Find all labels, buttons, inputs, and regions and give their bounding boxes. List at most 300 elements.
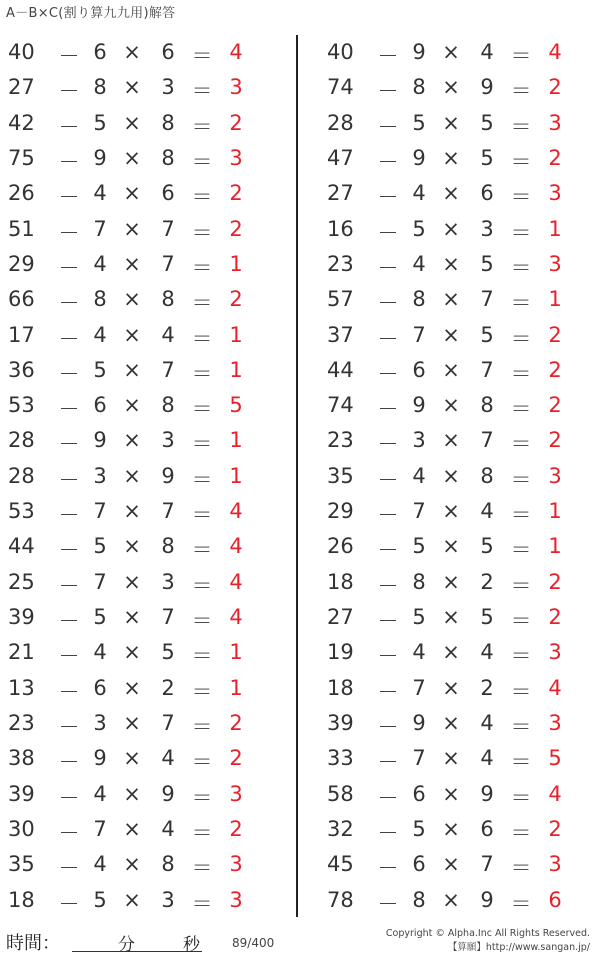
minus-sign: － <box>58 432 80 457</box>
operand-c: 8 <box>480 393 494 418</box>
operand-a: 19 <box>327 640 354 665</box>
equals-sign: ＝ <box>510 361 532 386</box>
operand-b: 4 <box>93 640 107 665</box>
minus-sign: － <box>377 573 399 598</box>
operand-a: 78 <box>327 887 354 912</box>
equals-sign: ＝ <box>510 220 532 245</box>
answer-value: 2 <box>548 569 562 594</box>
problem-row <box>8 141 293 176</box>
times-sign: × <box>123 816 141 841</box>
operand-a: 47 <box>327 145 354 170</box>
minus-sign: － <box>58 785 80 810</box>
times-sign: × <box>123 357 141 382</box>
problem-row <box>327 600 600 635</box>
equals-sign: ＝ <box>510 538 532 563</box>
times-sign: × <box>442 746 460 771</box>
operand-c: 7 <box>161 251 175 276</box>
minus-sign: － <box>58 891 80 916</box>
operand-c: 7 <box>480 852 494 877</box>
operand-a: 27 <box>8 75 35 100</box>
minus-sign: － <box>377 79 399 104</box>
problem-row <box>8 635 293 670</box>
problem-row <box>8 106 293 141</box>
column-divider <box>296 35 298 917</box>
times-sign: × <box>123 110 141 135</box>
problem-row <box>8 388 293 423</box>
answer-value: 1 <box>229 428 243 453</box>
problem-row <box>8 353 293 388</box>
minus-sign: － <box>58 255 80 280</box>
operand-c: 5 <box>480 605 494 629</box>
problem-row <box>8 459 293 494</box>
operand-b: 5 <box>93 605 107 629</box>
minus-sign: － <box>377 714 399 739</box>
operand-c: 6 <box>480 181 494 206</box>
operand-a: 30 <box>8 816 35 841</box>
equals-sign: ＝ <box>191 820 213 845</box>
minus-sign: － <box>58 220 80 245</box>
times-sign: × <box>123 40 141 64</box>
operand-c: 9 <box>480 781 494 806</box>
answer-value: 2 <box>229 710 243 735</box>
operand-b: 5 <box>93 357 107 382</box>
answer-value: 3 <box>548 251 562 276</box>
operand-c: 8 <box>161 287 175 312</box>
operand-c: 2 <box>161 675 175 700</box>
problem-row <box>327 565 600 600</box>
answer-value: 3 <box>548 852 562 877</box>
equals-sign: ＝ <box>191 891 213 916</box>
operand-a: 28 <box>8 428 35 453</box>
problem-row <box>8 777 293 812</box>
operand-a: 18 <box>327 675 354 700</box>
minus-sign: － <box>58 679 80 704</box>
answer-value: 1 <box>548 287 562 312</box>
operand-c: 8 <box>161 145 175 170</box>
answer-value: 5 <box>229 393 243 418</box>
times-sign: × <box>442 640 460 665</box>
problem-row <box>8 741 293 776</box>
times-sign: × <box>442 852 460 877</box>
operand-c: 3 <box>161 428 175 453</box>
operand-b: 3 <box>412 428 426 453</box>
operand-a: 57 <box>327 287 354 312</box>
equals-sign: ＝ <box>191 361 213 386</box>
operand-b: 7 <box>93 216 107 241</box>
times-sign: × <box>123 499 141 524</box>
times-sign: × <box>442 40 460 64</box>
operand-a: 35 <box>8 852 35 877</box>
equals-sign: ＝ <box>191 185 213 210</box>
answer-value: 4 <box>229 605 243 629</box>
minus-sign: － <box>377 361 399 386</box>
operand-b: 3 <box>93 710 107 735</box>
operand-a: 58 <box>327 781 354 806</box>
minus-sign: － <box>377 820 399 845</box>
problem-row <box>327 141 600 176</box>
equals-sign: ＝ <box>510 326 532 351</box>
operand-c: 8 <box>161 534 175 559</box>
times-sign: × <box>123 605 141 629</box>
problem-row <box>327 741 600 776</box>
minus-sign: － <box>58 573 80 598</box>
operand-c: 4 <box>161 816 175 841</box>
minus-sign: － <box>377 114 399 139</box>
operand-b: 6 <box>93 675 107 700</box>
problem-row <box>8 318 293 353</box>
operand-b: 8 <box>93 287 107 312</box>
problem-row <box>8 600 293 635</box>
times-sign: × <box>123 675 141 700</box>
answer-value: 3 <box>229 887 243 912</box>
right-problem-column <box>327 35 600 918</box>
answer-value: 5 <box>548 746 562 771</box>
operand-a: 29 <box>327 499 354 524</box>
times-sign: × <box>442 816 460 841</box>
minus-sign: － <box>58 714 80 739</box>
equals-sign: ＝ <box>191 750 213 775</box>
problem-row <box>327 706 600 741</box>
equals-sign: ＝ <box>191 609 213 633</box>
times-sign: × <box>123 428 141 453</box>
answer-value: 2 <box>548 605 562 629</box>
operand-c: 9 <box>480 887 494 912</box>
operand-a: 44 <box>327 357 354 382</box>
answer-value: 2 <box>229 110 243 135</box>
operand-c: 4 <box>480 710 494 735</box>
problem-row <box>8 565 293 600</box>
answer-value: 1 <box>229 357 243 382</box>
operand-b: 9 <box>412 40 426 64</box>
times-sign: × <box>123 322 141 347</box>
times-sign: × <box>123 781 141 806</box>
operand-c: 3 <box>161 569 175 594</box>
answer-value: 2 <box>229 216 243 241</box>
operand-a: 53 <box>8 393 35 418</box>
answer-value: 4 <box>548 675 562 700</box>
minus-sign: － <box>58 750 80 775</box>
operand-b: 9 <box>412 393 426 418</box>
times-sign: × <box>442 322 460 347</box>
times-sign: × <box>442 357 460 382</box>
seconds-unit: 秒 <box>183 935 200 955</box>
operand-c: 5 <box>480 322 494 347</box>
times-sign: × <box>123 145 141 170</box>
operand-b: 9 <box>93 145 107 170</box>
times-sign: × <box>123 534 141 559</box>
operand-a: 23 <box>8 710 35 735</box>
minus-sign: － <box>377 891 399 916</box>
times-sign: × <box>123 640 141 665</box>
operand-c: 8 <box>161 110 175 135</box>
operand-c: 2 <box>480 569 494 594</box>
answer-value: 1 <box>229 640 243 665</box>
answer-value: 1 <box>229 675 243 700</box>
problem-row <box>8 176 293 211</box>
operand-c: 6 <box>161 40 175 64</box>
operand-a: 38 <box>8 746 35 771</box>
minus-sign: － <box>377 220 399 245</box>
operand-a: 45 <box>327 852 354 877</box>
operand-a: 28 <box>327 110 354 135</box>
operand-b: 9 <box>93 428 107 453</box>
operand-b: 4 <box>412 640 426 665</box>
problem-row <box>327 318 600 353</box>
operand-c: 4 <box>480 640 494 665</box>
operand-c: 7 <box>161 216 175 241</box>
equals-sign: ＝ <box>191 44 213 68</box>
operand-a: 26 <box>327 534 354 559</box>
operand-c: 4 <box>161 746 175 771</box>
answer-value: 3 <box>229 852 243 877</box>
equals-sign: ＝ <box>191 432 213 457</box>
equals-sign: ＝ <box>510 432 532 457</box>
operand-a: 53 <box>8 499 35 524</box>
operand-b: 4 <box>93 322 107 347</box>
answer-value: 3 <box>548 710 562 735</box>
minus-sign: － <box>58 185 80 210</box>
minus-sign: － <box>58 820 80 845</box>
minus-sign: － <box>377 397 399 422</box>
problem-row <box>327 529 600 564</box>
minus-sign: － <box>58 44 80 68</box>
times-sign: × <box>442 605 460 629</box>
equals-sign: ＝ <box>191 573 213 598</box>
operand-a: 13 <box>8 675 35 700</box>
minus-sign: － <box>58 538 80 563</box>
operand-c: 3 <box>161 887 175 912</box>
times-sign: × <box>123 181 141 206</box>
answer-value: 2 <box>229 746 243 771</box>
times-sign: × <box>442 216 460 241</box>
operand-a: 27 <box>327 181 354 206</box>
answer-value: 4 <box>229 534 243 559</box>
equals-sign: ＝ <box>191 714 213 739</box>
equals-sign: ＝ <box>510 856 532 881</box>
operand-b: 5 <box>412 216 426 241</box>
operand-b: 7 <box>93 569 107 594</box>
operand-b: 9 <box>412 710 426 735</box>
times-sign: × <box>442 781 460 806</box>
minus-sign: － <box>377 432 399 457</box>
equals-sign: ＝ <box>191 291 213 316</box>
minus-sign: － <box>377 44 399 68</box>
problem-row <box>8 883 293 918</box>
operand-c: 6 <box>161 181 175 206</box>
answer-value: 2 <box>548 428 562 453</box>
answer-value: 3 <box>229 145 243 170</box>
operand-a: 26 <box>8 181 35 206</box>
operand-b: 6 <box>412 781 426 806</box>
minus-sign: － <box>377 679 399 704</box>
minus-sign: － <box>377 149 399 174</box>
answer-value: 1 <box>229 322 243 347</box>
times-sign: × <box>442 887 460 912</box>
operand-c: 4 <box>480 40 494 64</box>
times-sign: × <box>442 675 460 700</box>
times-sign: × <box>442 428 460 453</box>
minus-sign: － <box>58 361 80 386</box>
operand-b: 5 <box>412 816 426 841</box>
page-number: 89/400 <box>232 936 275 950</box>
operand-c: 7 <box>161 499 175 524</box>
equals-sign: ＝ <box>510 291 532 316</box>
problem-row <box>327 176 600 211</box>
minus-sign: － <box>58 644 80 669</box>
operand-b: 4 <box>93 181 107 206</box>
times-sign: × <box>123 887 141 912</box>
minus-sign: － <box>377 750 399 775</box>
operand-a: 21 <box>8 640 35 665</box>
minus-sign: － <box>58 397 80 422</box>
operand-b: 3 <box>93 463 107 488</box>
equals-sign: ＝ <box>191 149 213 174</box>
equals-sign: ＝ <box>510 644 532 669</box>
problem-row <box>8 494 293 529</box>
answer-value: 3 <box>548 110 562 135</box>
site-link: 【算願】http://www.sangan.jp/ <box>447 942 590 953</box>
problem-row <box>8 70 293 105</box>
problem-row <box>327 635 600 670</box>
times-sign: × <box>442 463 460 488</box>
equals-sign: ＝ <box>510 891 532 916</box>
operand-b: 4 <box>412 181 426 206</box>
equals-sign: ＝ <box>191 785 213 810</box>
operand-a: 44 <box>8 534 35 559</box>
equals-sign: ＝ <box>510 467 532 492</box>
equals-sign: ＝ <box>191 503 213 528</box>
equals-sign: ＝ <box>510 397 532 422</box>
problem-row <box>8 812 293 847</box>
minus-sign: － <box>58 291 80 316</box>
times-sign: × <box>442 251 460 276</box>
operand-c: 5 <box>161 640 175 665</box>
operand-b: 9 <box>93 746 107 771</box>
time-label: 時間： <box>6 933 60 954</box>
answer-value: 3 <box>229 781 243 806</box>
problem-row <box>327 70 600 105</box>
answer-value: 6 <box>548 887 562 912</box>
operand-c: 3 <box>480 216 494 241</box>
minus-sign: － <box>58 149 80 174</box>
operand-c: 7 <box>161 357 175 382</box>
minus-sign: － <box>377 644 399 669</box>
equals-sign: ＝ <box>191 679 213 704</box>
answer-value: 2 <box>229 287 243 312</box>
answer-value: 2 <box>229 816 243 841</box>
times-sign: × <box>123 287 141 312</box>
operand-b: 5 <box>93 110 107 135</box>
times-sign: × <box>442 75 460 100</box>
minus-sign: － <box>377 609 399 633</box>
problem-row <box>8 706 293 741</box>
operand-a: 18 <box>327 569 354 594</box>
answer-value: 4 <box>229 499 243 524</box>
equals-sign: ＝ <box>191 79 213 104</box>
problem-row <box>327 282 600 317</box>
operand-b: 4 <box>93 852 107 877</box>
operand-c: 9 <box>161 781 175 806</box>
operand-a: 75 <box>8 145 35 170</box>
equals-sign: ＝ <box>191 255 213 280</box>
operand-b: 7 <box>93 816 107 841</box>
operand-b: 8 <box>412 287 426 312</box>
minus-sign: － <box>377 467 399 492</box>
operand-b: 7 <box>412 499 426 524</box>
operand-a: 29 <box>8 251 35 276</box>
operand-a: 23 <box>327 428 354 453</box>
operand-b: 5 <box>412 605 426 629</box>
operand-b: 6 <box>412 357 426 382</box>
problem-row <box>327 212 600 247</box>
operand-b: 8 <box>412 75 426 100</box>
operand-c: 8 <box>161 393 175 418</box>
operand-b: 5 <box>412 534 426 559</box>
operand-c: 7 <box>480 287 494 312</box>
copyright-text: Copyright © Alpha.Inc All Rights Reserved. <box>385 928 590 939</box>
problem-row <box>8 529 293 564</box>
minutes-unit: 分 <box>118 935 135 955</box>
minus-sign: － <box>58 326 80 351</box>
problem-row <box>8 247 293 282</box>
problem-row <box>327 459 600 494</box>
answer-value: 1 <box>229 251 243 276</box>
operand-c: 5 <box>480 251 494 276</box>
times-sign: × <box>442 145 460 170</box>
operand-b: 5 <box>412 110 426 135</box>
operand-b: 6 <box>412 852 426 877</box>
equals-sign: ＝ <box>510 820 532 845</box>
operand-b: 9 <box>412 145 426 170</box>
operand-b: 7 <box>412 322 426 347</box>
minus-sign: － <box>377 503 399 528</box>
minus-sign: － <box>58 79 80 104</box>
problem-row <box>327 35 600 70</box>
problem-row <box>327 353 600 388</box>
times-sign: × <box>123 75 141 100</box>
problem-row <box>8 212 293 247</box>
answer-value: 3 <box>548 463 562 488</box>
equals-sign: ＝ <box>191 538 213 563</box>
equals-sign: ＝ <box>510 114 532 139</box>
answer-value: 2 <box>229 181 243 206</box>
problem-row <box>327 247 600 282</box>
problem-row <box>327 388 600 423</box>
operand-b: 8 <box>93 75 107 100</box>
operand-c: 6 <box>480 816 494 841</box>
minus-sign: － <box>377 538 399 563</box>
times-sign: × <box>123 216 141 241</box>
problem-row <box>8 282 293 317</box>
minus-sign: － <box>58 609 80 633</box>
copyright-block <box>386 927 590 955</box>
operand-a: 66 <box>8 287 35 312</box>
equals-sign: ＝ <box>510 149 532 174</box>
answer-value: 4 <box>548 40 562 64</box>
minus-sign: － <box>58 114 80 139</box>
operand-a: 42 <box>8 110 35 135</box>
minus-sign: － <box>377 326 399 351</box>
equals-sign: ＝ <box>510 255 532 280</box>
operand-a: 32 <box>327 816 354 841</box>
operand-a: 74 <box>327 393 354 418</box>
times-sign: × <box>442 287 460 312</box>
operand-b: 7 <box>93 499 107 524</box>
equals-sign: ＝ <box>510 750 532 775</box>
operand-b: 5 <box>93 887 107 912</box>
operand-a: 18 <box>8 887 35 912</box>
operand-a: 25 <box>8 569 35 594</box>
